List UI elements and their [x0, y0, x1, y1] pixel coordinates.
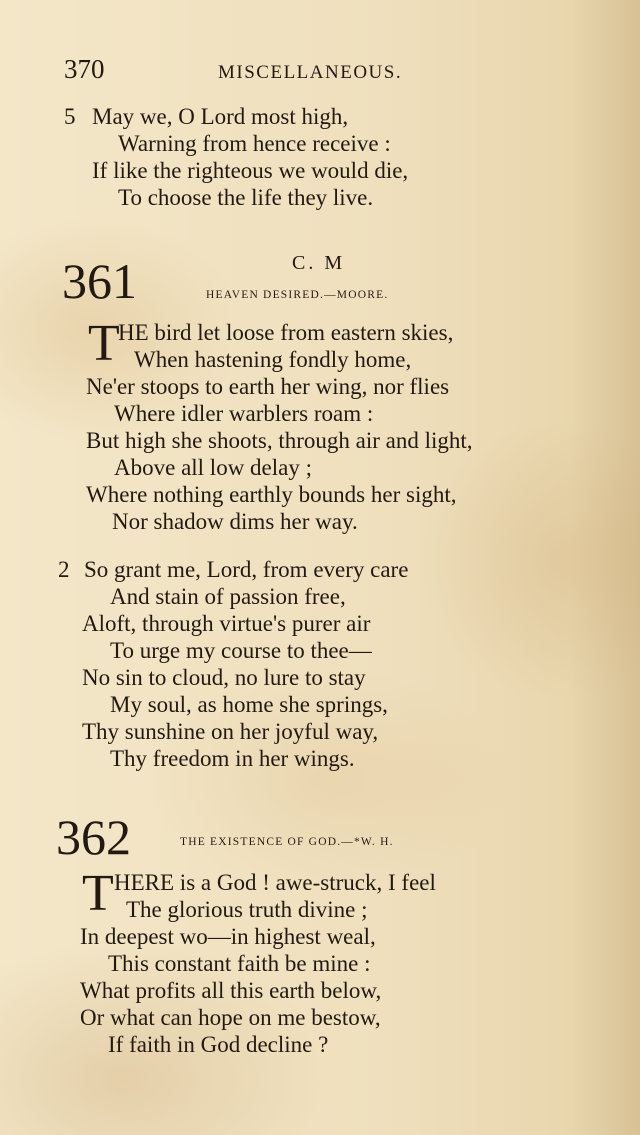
verse-line: Aloft, through virtue's purer air	[82, 611, 371, 636]
verse-line: Warning from hence receive :	[118, 131, 391, 156]
verse-line: The glorious truth divine ;	[126, 897, 368, 922]
verse-line: May we, O Lord most high,	[92, 104, 349, 129]
verse-line: Above all low delay ;	[114, 455, 313, 480]
verse-line: HE bird let loose from eastern skies,	[118, 320, 454, 345]
verse-line: To choose the life they live.	[118, 185, 374, 210]
hymn-number: 361	[62, 253, 137, 309]
hymn-meter: C. M	[292, 252, 346, 274]
verse-line: This constant faith be mine :	[108, 951, 371, 976]
verse-line: To urge my course to thee—	[110, 638, 372, 663]
verse-line: So grant me, Lord, from every care	[84, 557, 409, 582]
stanza-number: 5	[64, 104, 76, 129]
running-head: MISCELLANEOUS.	[218, 62, 403, 83]
hymn-number: 362	[56, 809, 131, 865]
page-edge-shadow	[570, 0, 640, 1135]
verse-line: But high she shoots, through air and light,	[86, 428, 473, 453]
verse-line: In deepest wo—in highest weal,	[80, 924, 376, 949]
verse-line: Or what can hope on me bestow,	[80, 1005, 381, 1030]
page-number: 370	[64, 54, 105, 84]
hymn-title: THE EXISTENCE OF GOD.—*W. H.	[180, 836, 394, 848]
verse-line: No sin to cloud, no lure to stay	[82, 665, 366, 690]
verse-line: Where nothing earthly bounds her sight,	[86, 482, 457, 507]
verse-line: If faith in God decline ?	[108, 1032, 329, 1057]
verse-line: Where idler warblers roam :	[114, 401, 374, 426]
verse-line: And stain of passion free,	[110, 584, 346, 609]
verse-line: What profits all this earth below,	[80, 978, 382, 1003]
verse-line: Nor shadow dims her way.	[112, 509, 358, 534]
drop-cap: T	[82, 865, 114, 922]
verse-line: If like the righteous we would die,	[92, 158, 409, 183]
verse-line: When hastening fondly home,	[134, 347, 412, 372]
verse-line: Thy freedom in her wings.	[110, 746, 355, 771]
verse-line: Thy sunshine on her joyful way,	[82, 719, 379, 744]
verse-line: HERE is a God ! awe-struck, I feel	[114, 870, 436, 895]
verse-line: My soul, as home she springs,	[110, 692, 388, 717]
verse-line: Ne'er stoops to earth her wing, nor flies	[86, 374, 450, 399]
stanza-number: 2	[58, 557, 70, 582]
drop-cap: T	[88, 315, 120, 372]
hymn-title: HEAVEN DESIRED.—MOORE.	[206, 289, 389, 301]
